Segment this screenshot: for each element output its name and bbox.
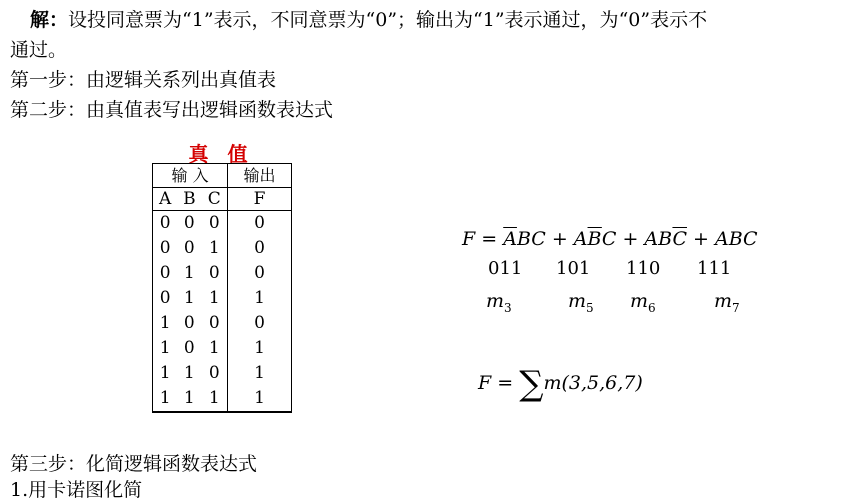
minterm-code: 111	[697, 258, 732, 279]
table-cell: 0	[201, 261, 227, 286]
table-cell: 0	[201, 311, 227, 336]
expression-term: + ABC	[687, 228, 758, 250]
intro-text: 设投同意票为“1”表示，不同意票为“0”；输出为“1”表示通过，为“0”表示不	[68, 9, 708, 31]
table-cell: 0	[228, 211, 292, 237]
table-cell: 1	[228, 361, 292, 386]
minterm-label: $m_7$	[714, 290, 740, 315]
minterm-sum-expression	[478, 364, 643, 404]
table-cell: 1	[228, 286, 292, 311]
step-3: 第三步：化简逻辑函数表达式	[10, 453, 258, 475]
table-cell: 1	[153, 386, 178, 412]
table-cell: 1	[183, 363, 195, 383]
sum-rhs: m(3,5,6,7)	[543, 372, 643, 394]
table-cell: 1	[201, 236, 227, 261]
table-cell: 0	[228, 311, 292, 336]
expression-term: + $AB\overline{C}$	[616, 228, 687, 250]
table-cell: 0	[183, 238, 195, 258]
step-4: 1.用卡诺图化简	[10, 479, 143, 501]
table-cell: 0	[153, 286, 178, 311]
minterm-label: $m_3$	[486, 290, 512, 315]
minterm-code: 101	[556, 258, 591, 279]
table-cell: 1	[153, 336, 178, 361]
column-header: F	[228, 188, 292, 211]
table-cell: 0	[183, 338, 195, 358]
table-cell: 1	[177, 386, 201, 412]
table-cell: 0	[153, 261, 178, 286]
expression-term: + $A\overline{B}C$	[545, 228, 617, 250]
input-header: 输 入	[153, 164, 228, 188]
solution-label: 解：	[30, 9, 69, 31]
column-header: B	[177, 188, 201, 211]
table-cell: 0	[183, 213, 195, 233]
minterm-label: $m_5$	[568, 290, 594, 315]
truth-table-title: 真 值	[188, 142, 254, 166]
step-2: 第二步：由真值表写出逻辑函数表达式	[10, 99, 334, 121]
table-cell: 1	[201, 336, 227, 361]
table-row	[153, 336, 292, 361]
table-cell: 1	[201, 286, 227, 311]
column-header: C	[201, 188, 227, 211]
expression-term: $\overline{A}BC$	[503, 228, 546, 250]
table-row	[153, 386, 292, 412]
table-row	[153, 361, 292, 386]
intro-text-continued: 通过。	[10, 39, 68, 61]
table-row	[153, 286, 292, 311]
minterm-label: $m_6$	[630, 290, 656, 315]
step-1: 第一步：由逻辑关系列出真值表	[10, 69, 277, 91]
table-cell: 0	[153, 211, 178, 237]
sigma-symbol: ∑	[519, 364, 544, 404]
expression-terms	[503, 228, 757, 250]
table-cell: 0	[201, 361, 227, 386]
intro-line	[30, 8, 707, 32]
table-row	[153, 261, 292, 286]
minterm-code: 110	[626, 258, 661, 279]
column-header: A	[153, 188, 178, 211]
truth-table-body	[153, 211, 292, 413]
truth-table-column-row	[153, 188, 292, 211]
sum-lhs: F =	[478, 372, 514, 394]
truth-table	[152, 163, 292, 413]
table-row	[153, 211, 292, 237]
table-cell: 1	[228, 336, 292, 361]
truth-table-header-row	[153, 164, 292, 188]
minterm-code: 011	[488, 258, 523, 279]
table-cell: 0	[183, 313, 195, 333]
table-cell: 1	[201, 386, 227, 412]
expression-lhs: F =	[462, 228, 498, 250]
table-row	[153, 236, 292, 261]
table-cell: 1	[228, 386, 292, 412]
table-cell: 0	[201, 211, 227, 237]
table-row	[153, 311, 292, 336]
output-header: 输出	[228, 164, 292, 188]
sum-of-products-expression	[462, 228, 758, 250]
table-cell: 1	[183, 288, 195, 308]
table-cell: 0	[228, 236, 292, 261]
table-cell: 0	[153, 236, 178, 261]
table-cell: 1	[153, 361, 178, 386]
table-cell: 0	[228, 261, 292, 286]
table-cell: 1	[153, 311, 178, 336]
table-cell: 1	[183, 263, 195, 283]
